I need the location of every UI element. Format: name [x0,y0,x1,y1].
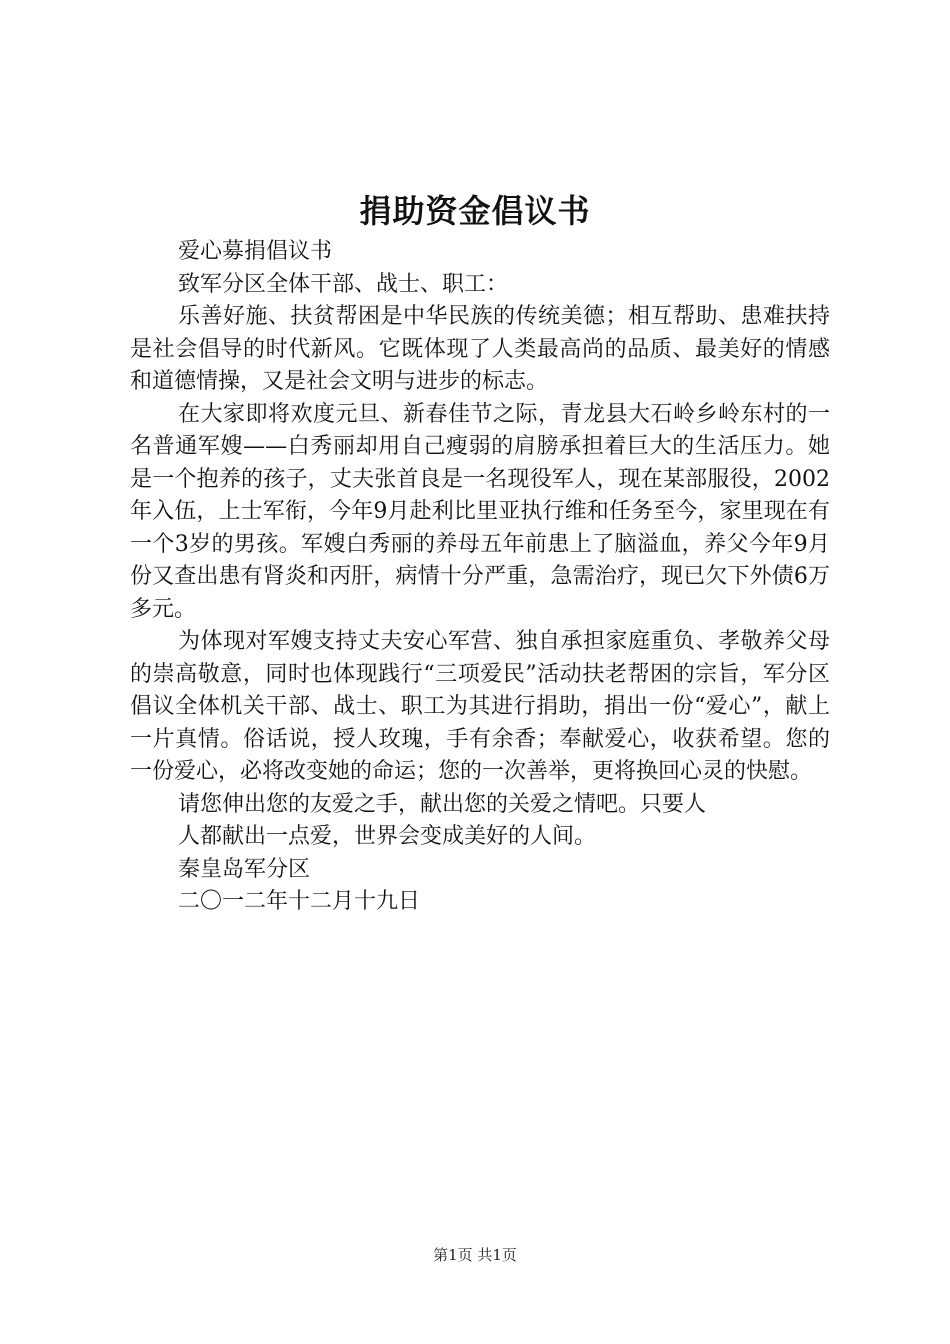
subtitle-line: 爱心募捐倡议书 [178,239,333,264]
signature-line: 秦皇岛军分区 [178,856,311,882]
page-footer: 第1页 共1页 [433,1246,517,1264]
salutation-line: 致军分区全体干部、战士、职工： [178,271,509,297]
paragraph-3: 为体现对军嫂支持丈夫安心军营、独自承担家庭重负、孝敬养父母的崇高敬意，同时也体现践行“三项爱民”活动扶老帮困的宗旨，军分区倡议全体机关干部、战士、职工为其进行捐助，捐出一份“爱心”，献上一片真情。俗话说，授人玫瑰，手有余香；奉献爱心，收获希望。您的一份爱心，必将改变她的命运；您的一次善举，更将换回心灵的快慰。 [130,629,830,784]
closing-line-2: 人都献出一点爱，世界会变成美好的人间。 [178,824,597,849]
date-line: 二〇一二年十二月十九日 [178,889,421,914]
closing-line-1: 请您伸出您的友爱之手，献出您的关爱之情吧。只要人 [178,791,707,817]
paragraph-2: 在大家即将欢度元旦、新春佳节之际，青龙县大石岭乡岭东村的一名普通军嫂——白秀丽却用自己瘦弱的肩膀承担着巨大的生活压力。她是一个抱养的孩子，丈夫张首良是一名现役军人，现在某部服役，2002年入伍，上士军衔，今年9月赴利比里亚执行维和任务至今，家里现在有一个3岁的男孩。军嫂白秀丽的养母五年前患上了脑溢血，养父今年9月份又查出患有肾炎和丙肝，病情十分严重，急需治疗，现已欠下外债6万多元。 [130,401,830,622]
paragraph-1: 乐善好施、扶贫帮困是中华民族的传统美德；相互帮助、患难扶持是社会倡导的时代新风。它既体现了人类最高尚的品质、最美好的情感和道德情操，又是社会文明与进步的标志。 [130,304,830,394]
document-body [130,236,830,919]
document-title: 捐助资金倡议书 [359,192,591,230]
